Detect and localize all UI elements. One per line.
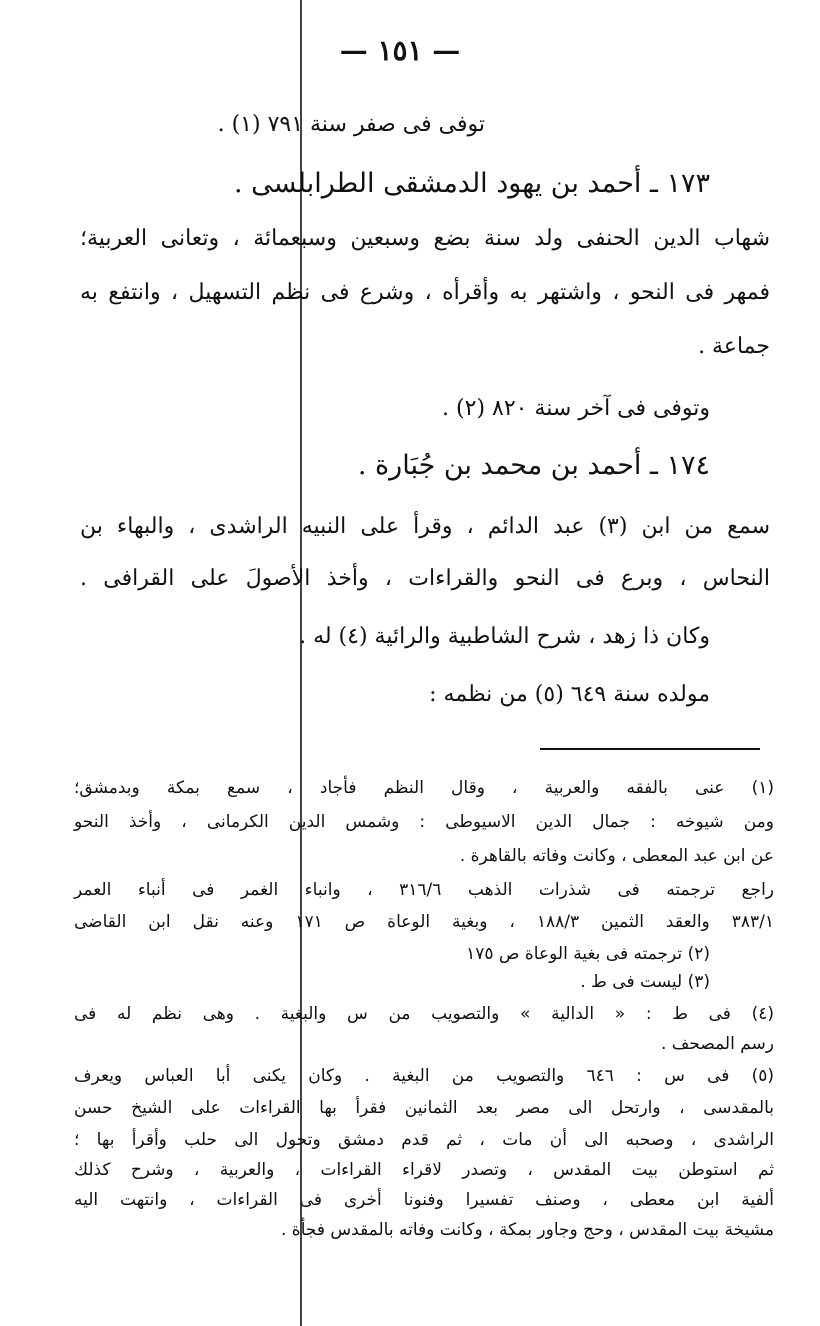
footnote-1-line-4: راجع ترجمته فى شذرات الذهب ٣١٦/٦ ، وانباء الغمر فى أنباء العمر <box>74 880 774 900</box>
footnote-5-line-3: الراشدى ، وصحبه الى أن مات ، ثم قدم دمشق وتحول الى حلب وأقرأ بها ؛ <box>74 1130 774 1150</box>
entry-173-text-line-2: فمهر فى النحو ، واشتهر به وأقرأه ، وشرع فى نظم التسهيل ، وانتفع به <box>80 280 770 305</box>
entry-174-text-line-1: سمع من ابن (٣) عبد الدائم ، وقرأ على النبيه الراشدى ، والبهاء بن <box>80 514 771 539</box>
entry-heading-174: ١٧٤ ـ أحمد بن محمد بن جُبَارة . <box>357 450 710 481</box>
entry-173-text-line-1: شهاب الدين الحنفى ولد سنة بضع وسبعين وسبعمائة ، وتعانى العربية؛ <box>80 226 770 251</box>
death-line-previous-entry: توفى فى صفر سنة ٧٩١ (١) . <box>217 112 485 137</box>
footnote-5-line-6: مشيخة بيت المقدس ، وحج وجاور بمكة ، وكانت وفاته بالمقدس فجأة . <box>281 1220 774 1240</box>
footnote-1-line-1: (١) عنى بالفقه والعربية ، وقال النظم فأجاد ، سمع بمكة وبدمشق؛ <box>74 778 774 798</box>
footnote-5-line-2: بالمقدسى ، وارتحل الى مصر بعد الثمانين فقرأ بها القراءات على الشيخ حسن <box>74 1098 774 1118</box>
footnote-2: (٢) ترجمته فى بغية الوعاة ص ١٧٥ <box>466 944 710 964</box>
footnote-3: (٣) ليست فى ط . <box>580 972 710 992</box>
entry-174-text-line-4: مولده سنة ٦٤٩ (٥) من نظمه : <box>429 682 710 707</box>
page-number: — ١٥١ — <box>339 34 461 67</box>
entry-174-text-line-2: النحاس ، وبرع فى النحو والقراءات ، وأخذ الأصولَ على القرافى . <box>80 566 770 591</box>
footnote-separator <box>540 748 760 750</box>
footnote-5-line-1: (٥) فى س : ٦٤٦ والتصويب من البغية . وكان يكنى أبا العباس ويعرف <box>74 1066 774 1086</box>
entry-174-text-line-3: وكان ذا زهد ، شرح الشاطبية والرائية (٤) له . <box>299 624 710 649</box>
footnote-4-line-1: (٤) فى ط : « الدالية » والتصويب من س والبغية . وهى نظم له فى <box>74 1004 774 1024</box>
entry-173-death-line: وتوفى فى آخر سنة ٨٢٠ (٢) . <box>442 396 710 421</box>
footnote-1-line-3: عن ابن عبد المعطى ، وكانت وفاته بالقاهرة . <box>459 846 774 866</box>
entry-heading-173: ١٧٣ ـ أحمد بن يهود الدمشقى الطرابلسى . <box>234 168 710 199</box>
footnote-4-line-2: رسم المصحف . <box>660 1034 774 1054</box>
footnote-1-line-2: ومن شيوخه : جمال الدين الاسيوطى : وشمس الدين الكرمانى ، وأخذ النحو <box>74 812 774 832</box>
footnote-5-line-5: ألفية ابن معطى ، وصنف تفسيرا وفنونا أخرى فى القراءات ، وانتهت اليه <box>74 1190 774 1210</box>
footnote-5-line-4: ثم استوطن بيت المقدس ، وتصدر لاقراء القراءات ، والعربية ، وشرح كذلك <box>74 1160 774 1180</box>
entry-173-text-line-3: جماعة . <box>698 334 770 359</box>
footnote-1-line-5: ٣٨٣/١ والعقد الثمين ١٨٨/٣ ، وبغية الوعاة ص ١٧١ وعنه نقل ابن القاضى <box>74 912 774 932</box>
